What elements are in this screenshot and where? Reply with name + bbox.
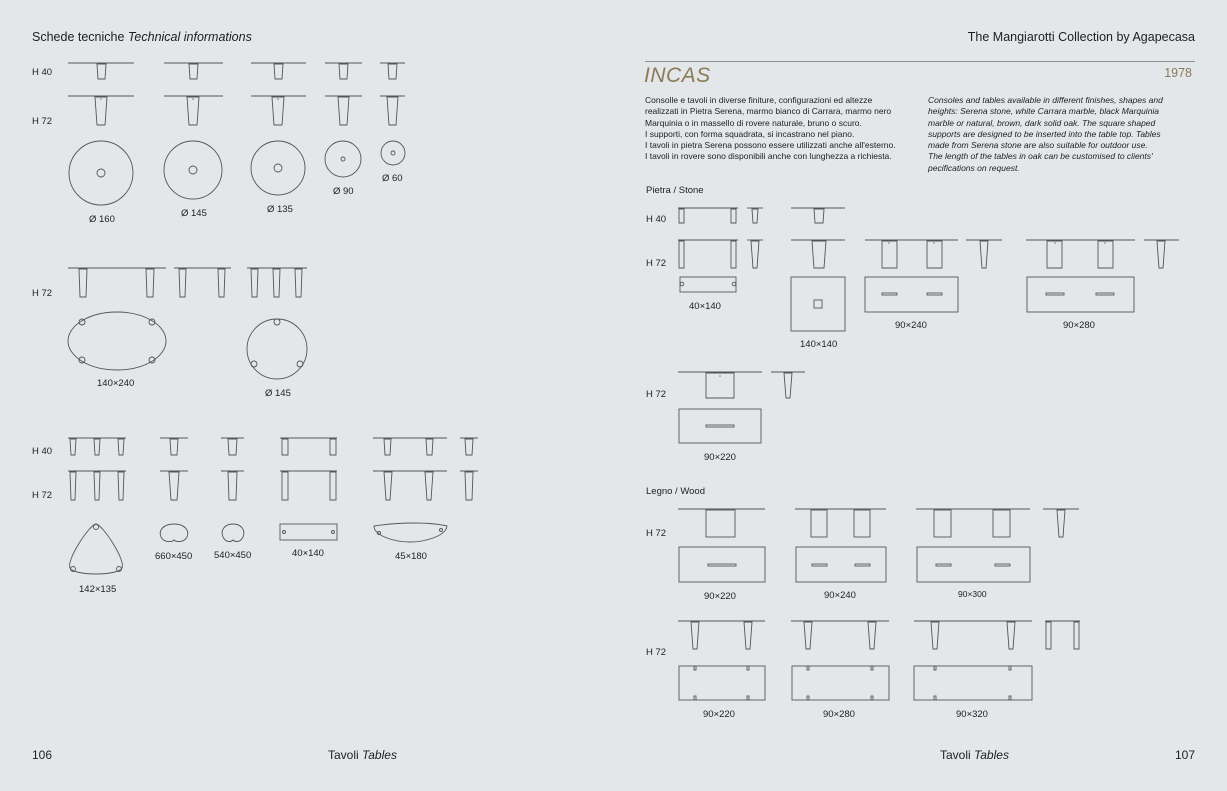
size-label: Ø 60 xyxy=(382,173,403,184)
height-label: H 40 xyxy=(646,214,667,225)
page-number-left: 106 xyxy=(32,748,53,762)
size-label: 140×140 xyxy=(800,339,838,350)
stone-tables-90x220 xyxy=(678,372,805,443)
desc-line: made from Serena stone are also suitable for outdoor use. xyxy=(928,140,1148,151)
desc-line: The length of the tables in oak can be customised to clients' xyxy=(928,151,1153,162)
desc-line: pecifications on request. xyxy=(928,162,1020,173)
height-label: H 72 xyxy=(32,490,53,501)
desc-line: realizzati in Pietra Serena, marmo bianco di Carrara, marmo nero xyxy=(645,106,892,117)
height-label: H 40 xyxy=(32,446,53,457)
height-label: H 72 xyxy=(646,647,667,658)
size-label: 540×450 xyxy=(214,550,252,561)
wood-tables-row2 xyxy=(678,621,1080,700)
header-title: Schede tecniche xyxy=(32,30,125,44)
height-label: H 72 xyxy=(646,528,667,539)
page-number-right: 107 xyxy=(1174,748,1195,762)
size-label: Ø 145 xyxy=(181,208,207,219)
footer-section-right xyxy=(940,748,1009,762)
size-label: 90×240 xyxy=(824,590,856,601)
footer-section-italic: Tables xyxy=(974,748,1009,762)
size-label: 90×300 xyxy=(958,589,987,599)
footer-section-italic: Tables xyxy=(362,748,397,762)
footer-section: Tavoli xyxy=(940,748,971,762)
size-label: 40×140 xyxy=(292,548,324,559)
material-label-stone: Pietra / Stone xyxy=(646,185,704,196)
desc-line: Consoles and tables available in different finishes, shapes and xyxy=(928,95,1163,105)
size-label: 90×280 xyxy=(823,709,855,720)
desc-line: Consolle e tavoli in diverse finiture, configurazioni ed altezze xyxy=(645,95,873,105)
product-year: 1978 xyxy=(1164,66,1192,80)
size-label: 45×180 xyxy=(395,551,427,562)
size-label: 660×450 xyxy=(155,551,193,562)
height-label: H 72 xyxy=(646,389,667,400)
wood-tables-row1 xyxy=(678,509,1079,582)
height-label: H 72 xyxy=(646,258,667,269)
round-tops xyxy=(69,141,405,205)
size-label: 140×240 xyxy=(97,378,135,389)
size-label: Ø 135 xyxy=(267,204,293,215)
desc-line: supports are designed to be inserted into the table top. Tables xyxy=(928,128,1161,139)
product-title: INCAS xyxy=(644,64,711,87)
size-label: Ø 160 xyxy=(89,214,115,225)
footer-section-left xyxy=(328,748,397,762)
multi-leg-tables xyxy=(68,268,307,379)
size-label: 40×140 xyxy=(689,301,721,312)
desc-line: marble or natural, brown, dark solid oak. The square shaped xyxy=(928,117,1156,128)
desc-line: I supporti, con forma squadrata, si incastrano nel piano. xyxy=(645,128,855,139)
size-label: Ø 145 xyxy=(265,388,291,399)
h40-pedestal-row xyxy=(68,63,405,79)
size-label: 90×240 xyxy=(895,320,927,331)
header-title-italic: Technical informations xyxy=(127,30,252,44)
footer-section: Tavoli xyxy=(328,748,359,762)
size-label: 142×135 xyxy=(79,584,117,595)
desc-line: I tavoli in pietra Serena possono essere utilizzati anche all'esterno. xyxy=(645,140,896,151)
desc-line: heights: Serena stone, white Carrara marble, black Marquinia xyxy=(928,106,1160,117)
size-label: 90×220 xyxy=(704,591,736,602)
size-label: 90×220 xyxy=(703,709,735,720)
material-label-wood: Legno / Wood xyxy=(646,486,705,497)
height-label: H 40 xyxy=(32,67,53,78)
size-label: 90×320 xyxy=(956,709,988,720)
desc-line: Marquinia o in massello di rovere naturale, bruno o scuro. xyxy=(645,117,862,128)
right-header: The Mangiarotti Collection by Agapecasa xyxy=(967,30,1195,44)
size-label: 90×220 xyxy=(704,452,736,463)
desc-line: I tavoli in rovere sono disponibili anche con lunghezza a richiesta. xyxy=(645,151,892,162)
stone-tables xyxy=(678,208,1179,331)
height-label: H 72 xyxy=(32,288,53,299)
size-label: Ø 90 xyxy=(333,186,354,197)
size-label: 90×280 xyxy=(1063,320,1095,331)
h72-pedestal-row xyxy=(68,96,405,125)
height-label: H 72 xyxy=(32,116,53,127)
